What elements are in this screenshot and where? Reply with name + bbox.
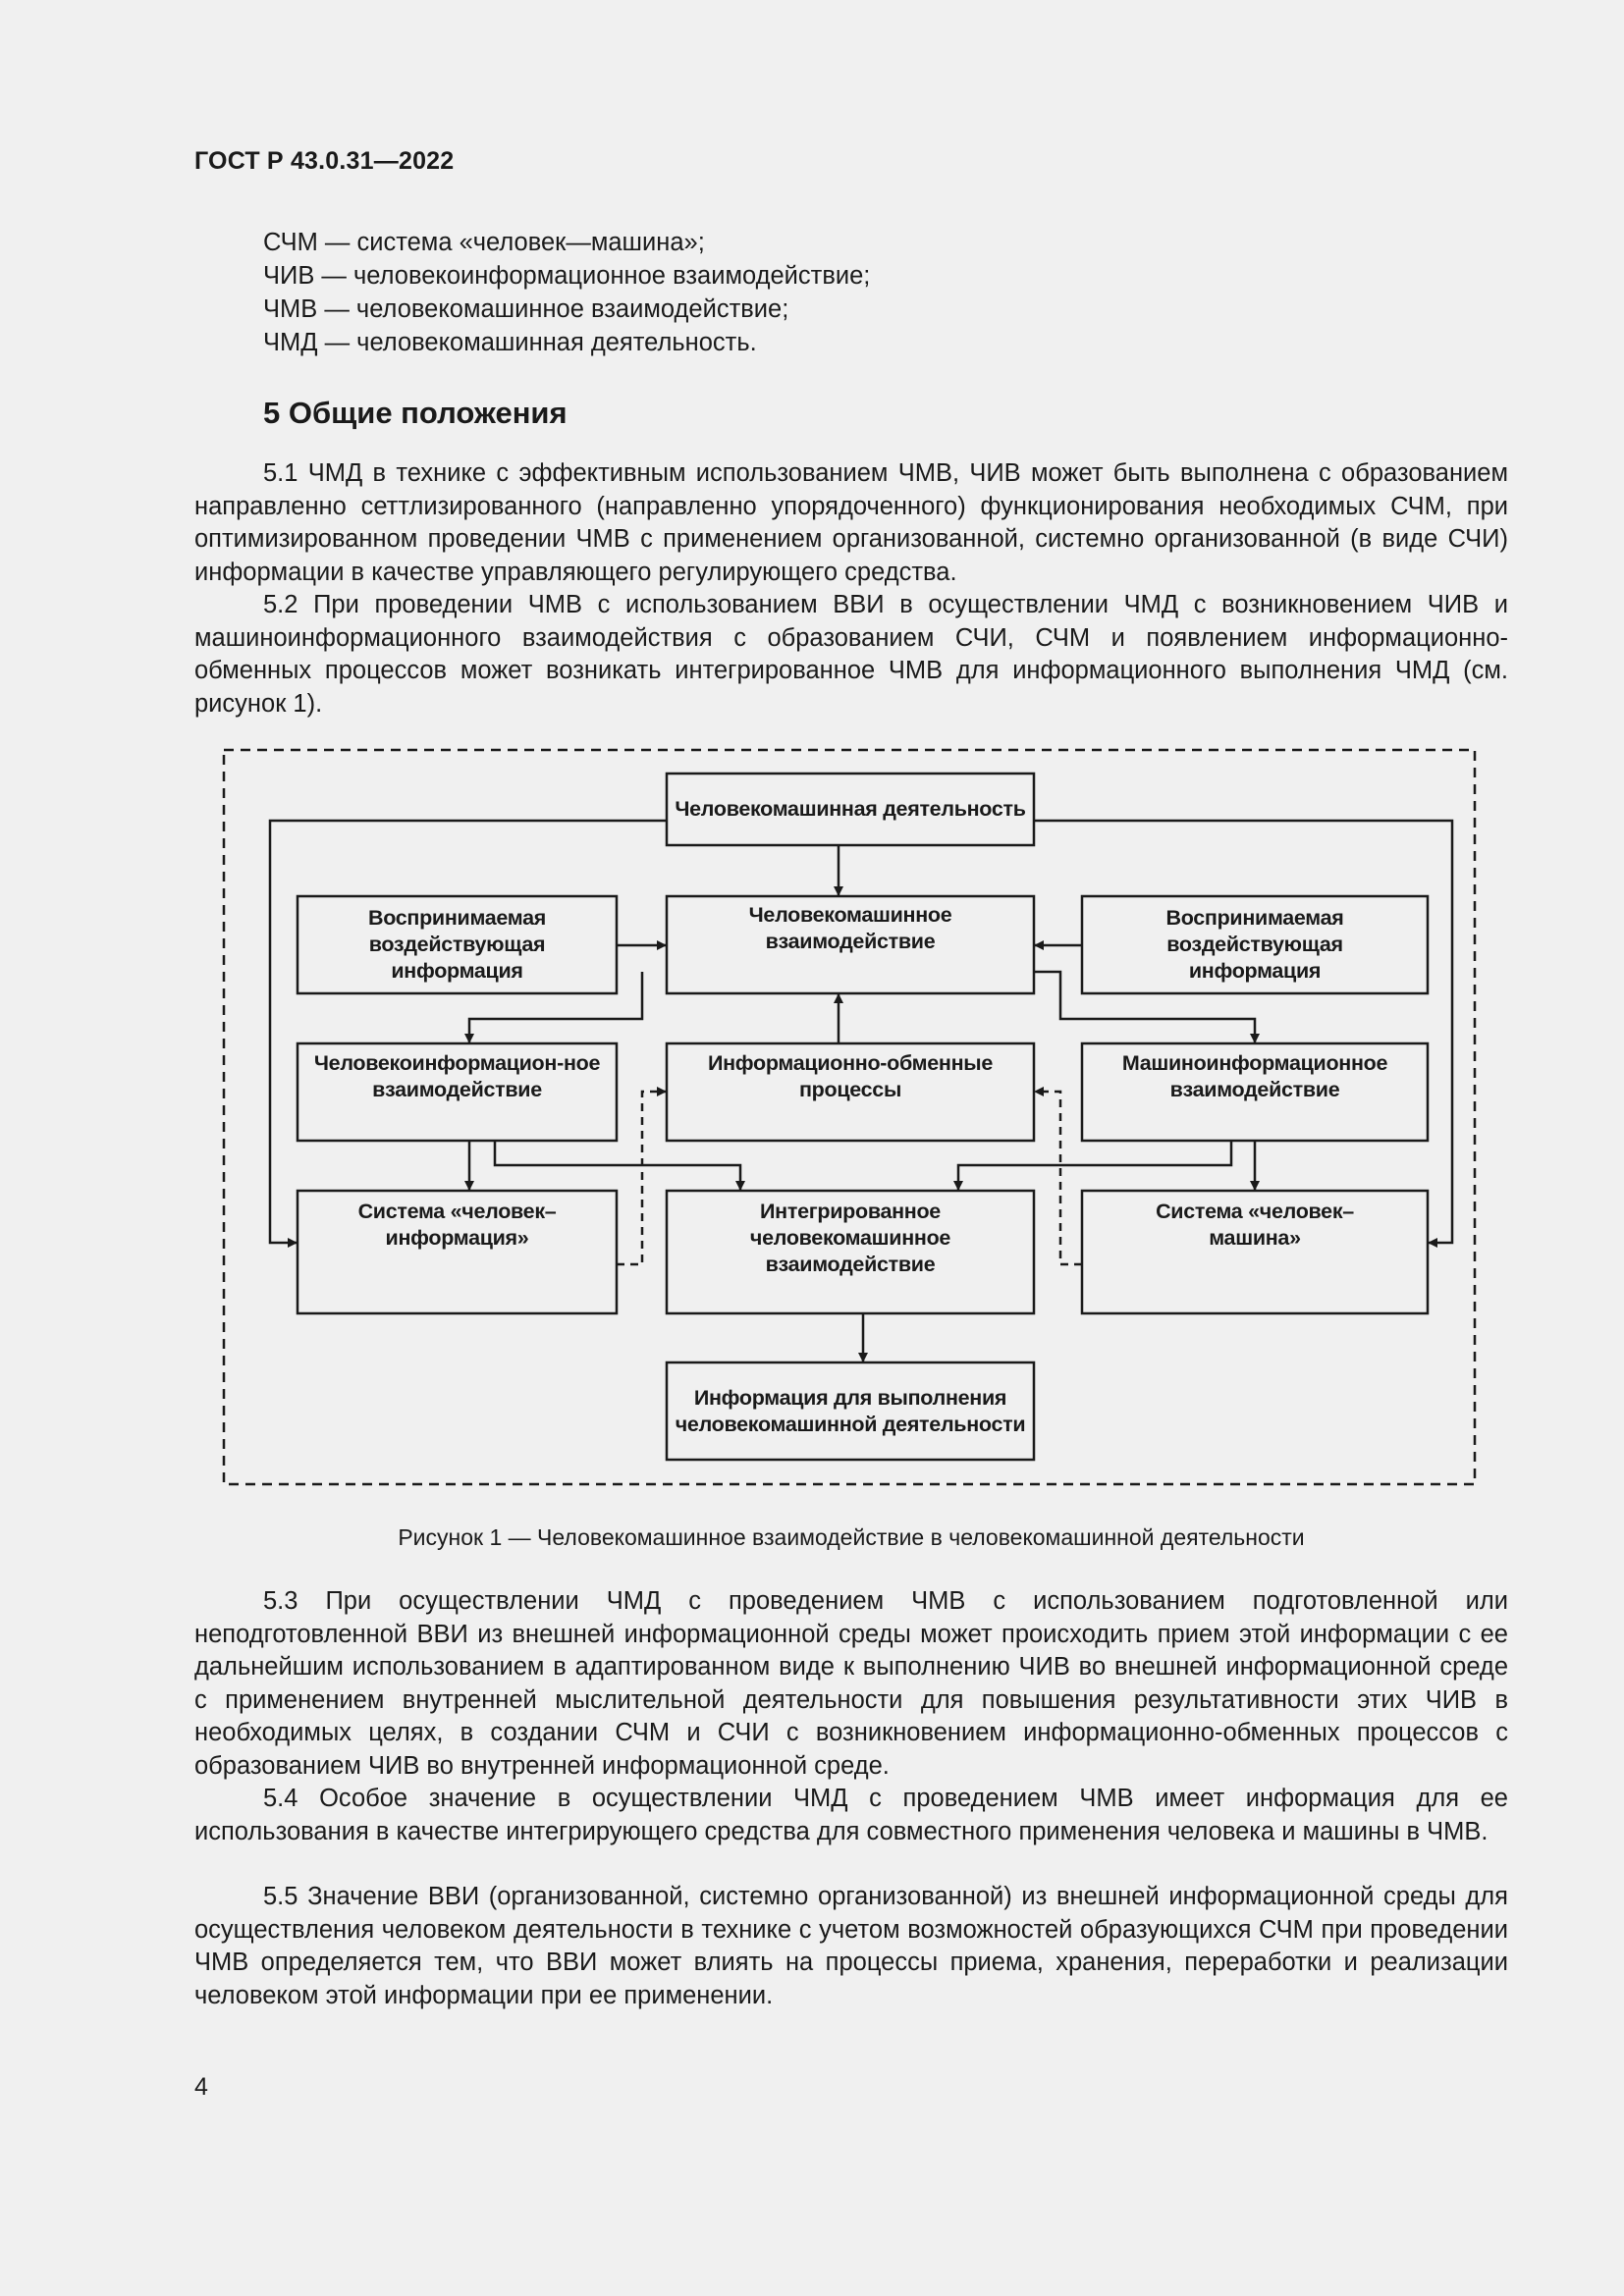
paragraph-5-3: 5.3 При осуществлении ЧМД с проведением ЧМВ с использованием подготовленной или неподготовленной ВВИ из внешней информационной среды может происходить прием этой информации с ее дальнейшим использованием в адаптированном виде к выполнению ЧИВ во внешней информационной среде с применением внутренней мыслительной деятельности для повышения результативности этих ЧИВ в необходимых целях, в создании СЧМ и СЧИ с возникновением информационно-обменных процессов с образованием ЧИВ во внутренней информационной среде. xyxy=(194,1587,1508,1780)
paragraph-5-1: 5.1 ЧМД в технике с эффективным использованием ЧМВ, ЧИВ может быть выполнена с образованием направленно сеттлизированного (направленно упорядоченного) функционирования необходимых СЧМ, при оптимизированном проведении ЧМВ с применением организованной, системно организованной (в виде СЧИ) информации в качестве управляющего регулирующего средства. xyxy=(194,459,1508,586)
label-chiv: Человекоинформацион-ное взаимодействие xyxy=(313,1051,601,1101)
figure-caption: Рисунок 1 — Человекомашинное взаимодействие в человекомашинной деятельности xyxy=(398,1524,1305,1550)
abbreviation-item: СЧМ — система «человек—машина»; xyxy=(263,229,705,256)
label-output-info: Информация для выполнения человекомашинной деятельности xyxy=(675,1385,1026,1436)
arrow-chiv-to-integrated xyxy=(495,1141,740,1190)
label-exchange: Информационно-обменные процессы xyxy=(707,1051,994,1101)
label-chmv: Человекомашинное взаимодействие xyxy=(748,903,952,953)
arrow-machine-info-to-integrated xyxy=(958,1141,1231,1190)
section-title: 5 Общие положения xyxy=(263,396,568,430)
document-header: ГОСТ Р 43.0.31—2022 xyxy=(194,147,455,175)
abbreviation-list xyxy=(263,226,870,359)
arrow-chmd-to-scm xyxy=(1034,821,1452,1243)
paragraph-5-4: 5.4 Особое значение в осуществлении ЧМД с проведением ЧМВ имеет информация для ее использования в качестве интегрирующего средства для совместного применения человека и машины в ЧМВ. xyxy=(194,1785,1508,1845)
page-number: 4 xyxy=(194,2073,208,2101)
label-perceived-left: Воспринимаемая воздействующая информация xyxy=(367,906,547,983)
abbreviation-item: ЧМВ — человекомашинное взаимодействие; xyxy=(263,295,789,323)
figure-1-diagram xyxy=(220,746,1479,1488)
abbreviation-item: ЧИВ — человекоинформационное взаимодействие; xyxy=(263,262,871,290)
abbreviation-item: ЧМД — человекомашинная деятельность. xyxy=(263,329,757,356)
label-scm: Система «человек–машина» xyxy=(1156,1200,1354,1250)
label-sci: Система «человек–информация» xyxy=(357,1200,557,1250)
paragraph-5-2: 5.2 При проведении ЧМВ с использованием ВВИ в осуществлении ЧМД с возникновением ЧИВ и машиноинформационного взаимодействия с образованием СЧИ, СЧМ и появлением информационно-обменных процессов может возникать интегрированное ЧМВ для информационного выполнения ЧМД (см. рисунок 1). xyxy=(194,591,1508,718)
label-machine-info: Машиноинформационное взаимодействие xyxy=(1121,1051,1388,1101)
dashed-arrow-sci-to-exchange xyxy=(617,1092,666,1264)
label-integrated: Интегрированное человекомашинное взаимодействие xyxy=(749,1199,951,1276)
paragraph-5-5: 5.5 Значение ВВИ (организованной, системно организованной) из внешней информационной среды для осуществления человеком деятельности в технике с учетом возможностей образующихся СЧМ при проведении ЧМВ определяется тем, что ВВИ может влиять на процессы приема, хранения, переработки и реализации человеком этой информации при ее применении. xyxy=(194,1883,1508,2009)
label-perceived-right: Воспринимаемая воздействующая информация xyxy=(1165,906,1344,983)
dashed-arrow-scm-to-exchange xyxy=(1035,1092,1082,1264)
label-chmd: Человекомашинная деятельность xyxy=(675,797,1026,821)
